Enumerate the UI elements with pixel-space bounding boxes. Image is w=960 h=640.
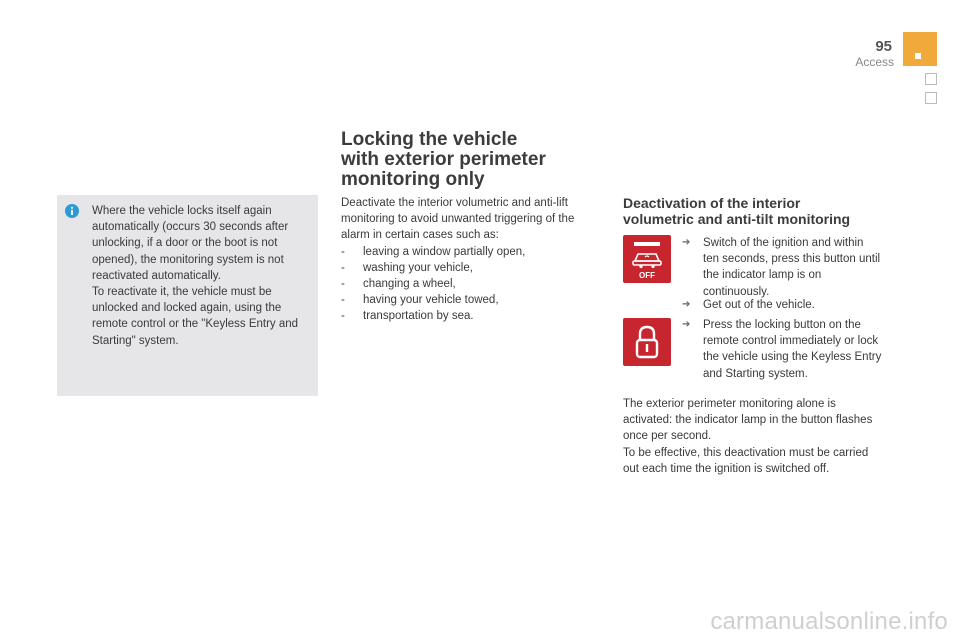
section-label: Access [855,55,894,69]
deactivation-closing [623,396,873,477]
closing-paragraph: The exterior perimeter monitoring alone is activated: the indicator lamp in the button flashes once per second. [623,398,873,443]
locking-body [341,195,599,325]
step-text: Get out of the vehicle. [703,299,815,311]
step-item [682,317,882,382]
chapter-tab-box [925,92,937,104]
car-alarm-icon [623,235,671,283]
situation-list [341,244,599,325]
title-line: Locking the vehicle [341,129,518,150]
list-item: - leaving a window partially open, [341,244,599,260]
title-line: Deactivation of the interior [623,195,801,211]
arrow-bullet-icon: ➔ [682,319,691,330]
list-item: - washing your vehicle, [341,260,599,276]
chapter-tab-box [925,73,937,85]
padlock-icon [623,318,671,366]
info-icon [65,204,79,218]
list-item: - having your vehicle towed, [341,292,599,308]
deactivation-section-title [623,195,893,227]
info-note-text [92,203,312,349]
arrow-bullet-icon: ➔ [682,299,691,310]
title-line: with exterior perimeter [341,149,546,170]
alarm-off-button-icon [623,235,671,283]
list-item: - transportation by sea. [341,308,599,324]
off-label: OFF [639,271,655,280]
step-item [682,297,882,313]
title-line: volumetric and anti-tilt monitoring [623,211,851,227]
footer-watermark: carmanualsonline.info [710,608,948,635]
tab-marker [915,53,921,59]
step-text: Switch of the ignition and within ten seconds, press this button until the indicator lamp is on continuously. [703,237,881,298]
remote-lock-button-icon [623,318,671,366]
title-line: monitoring only [341,169,485,190]
note-paragraph: Where the vehicle locks itself again automatically (occurs 30 seconds after unlocking, if a door or the boot is not opened), the monitoring system is not reactivated automatically. [92,205,289,282]
chapter-tab-active [903,32,937,66]
note-paragraph: To reactivate it, the vehicle must be unlocked and locked again, using the remote control or the "Keyless Entry and Starting" system. [92,286,299,347]
page-number: 95 [875,38,892,55]
locking-section-title [341,130,601,190]
step-item [682,235,882,300]
arrow-bullet-icon: ➔ [682,237,691,248]
list-item: - changing a wheel, [341,276,599,292]
closing-paragraph: To be effective, this deactivation must be carried out each time the ignition is switched off. [623,446,869,475]
step-text: Press the locking button on the remote control immediately or lock the vehicle using the Keyless Entry and Starting system. [703,319,882,380]
locking-intro: Deactivate the interior volumetric and anti-lift monitoring to avoid unwanted triggering of the alarm in certain cases such as: [341,197,575,242]
